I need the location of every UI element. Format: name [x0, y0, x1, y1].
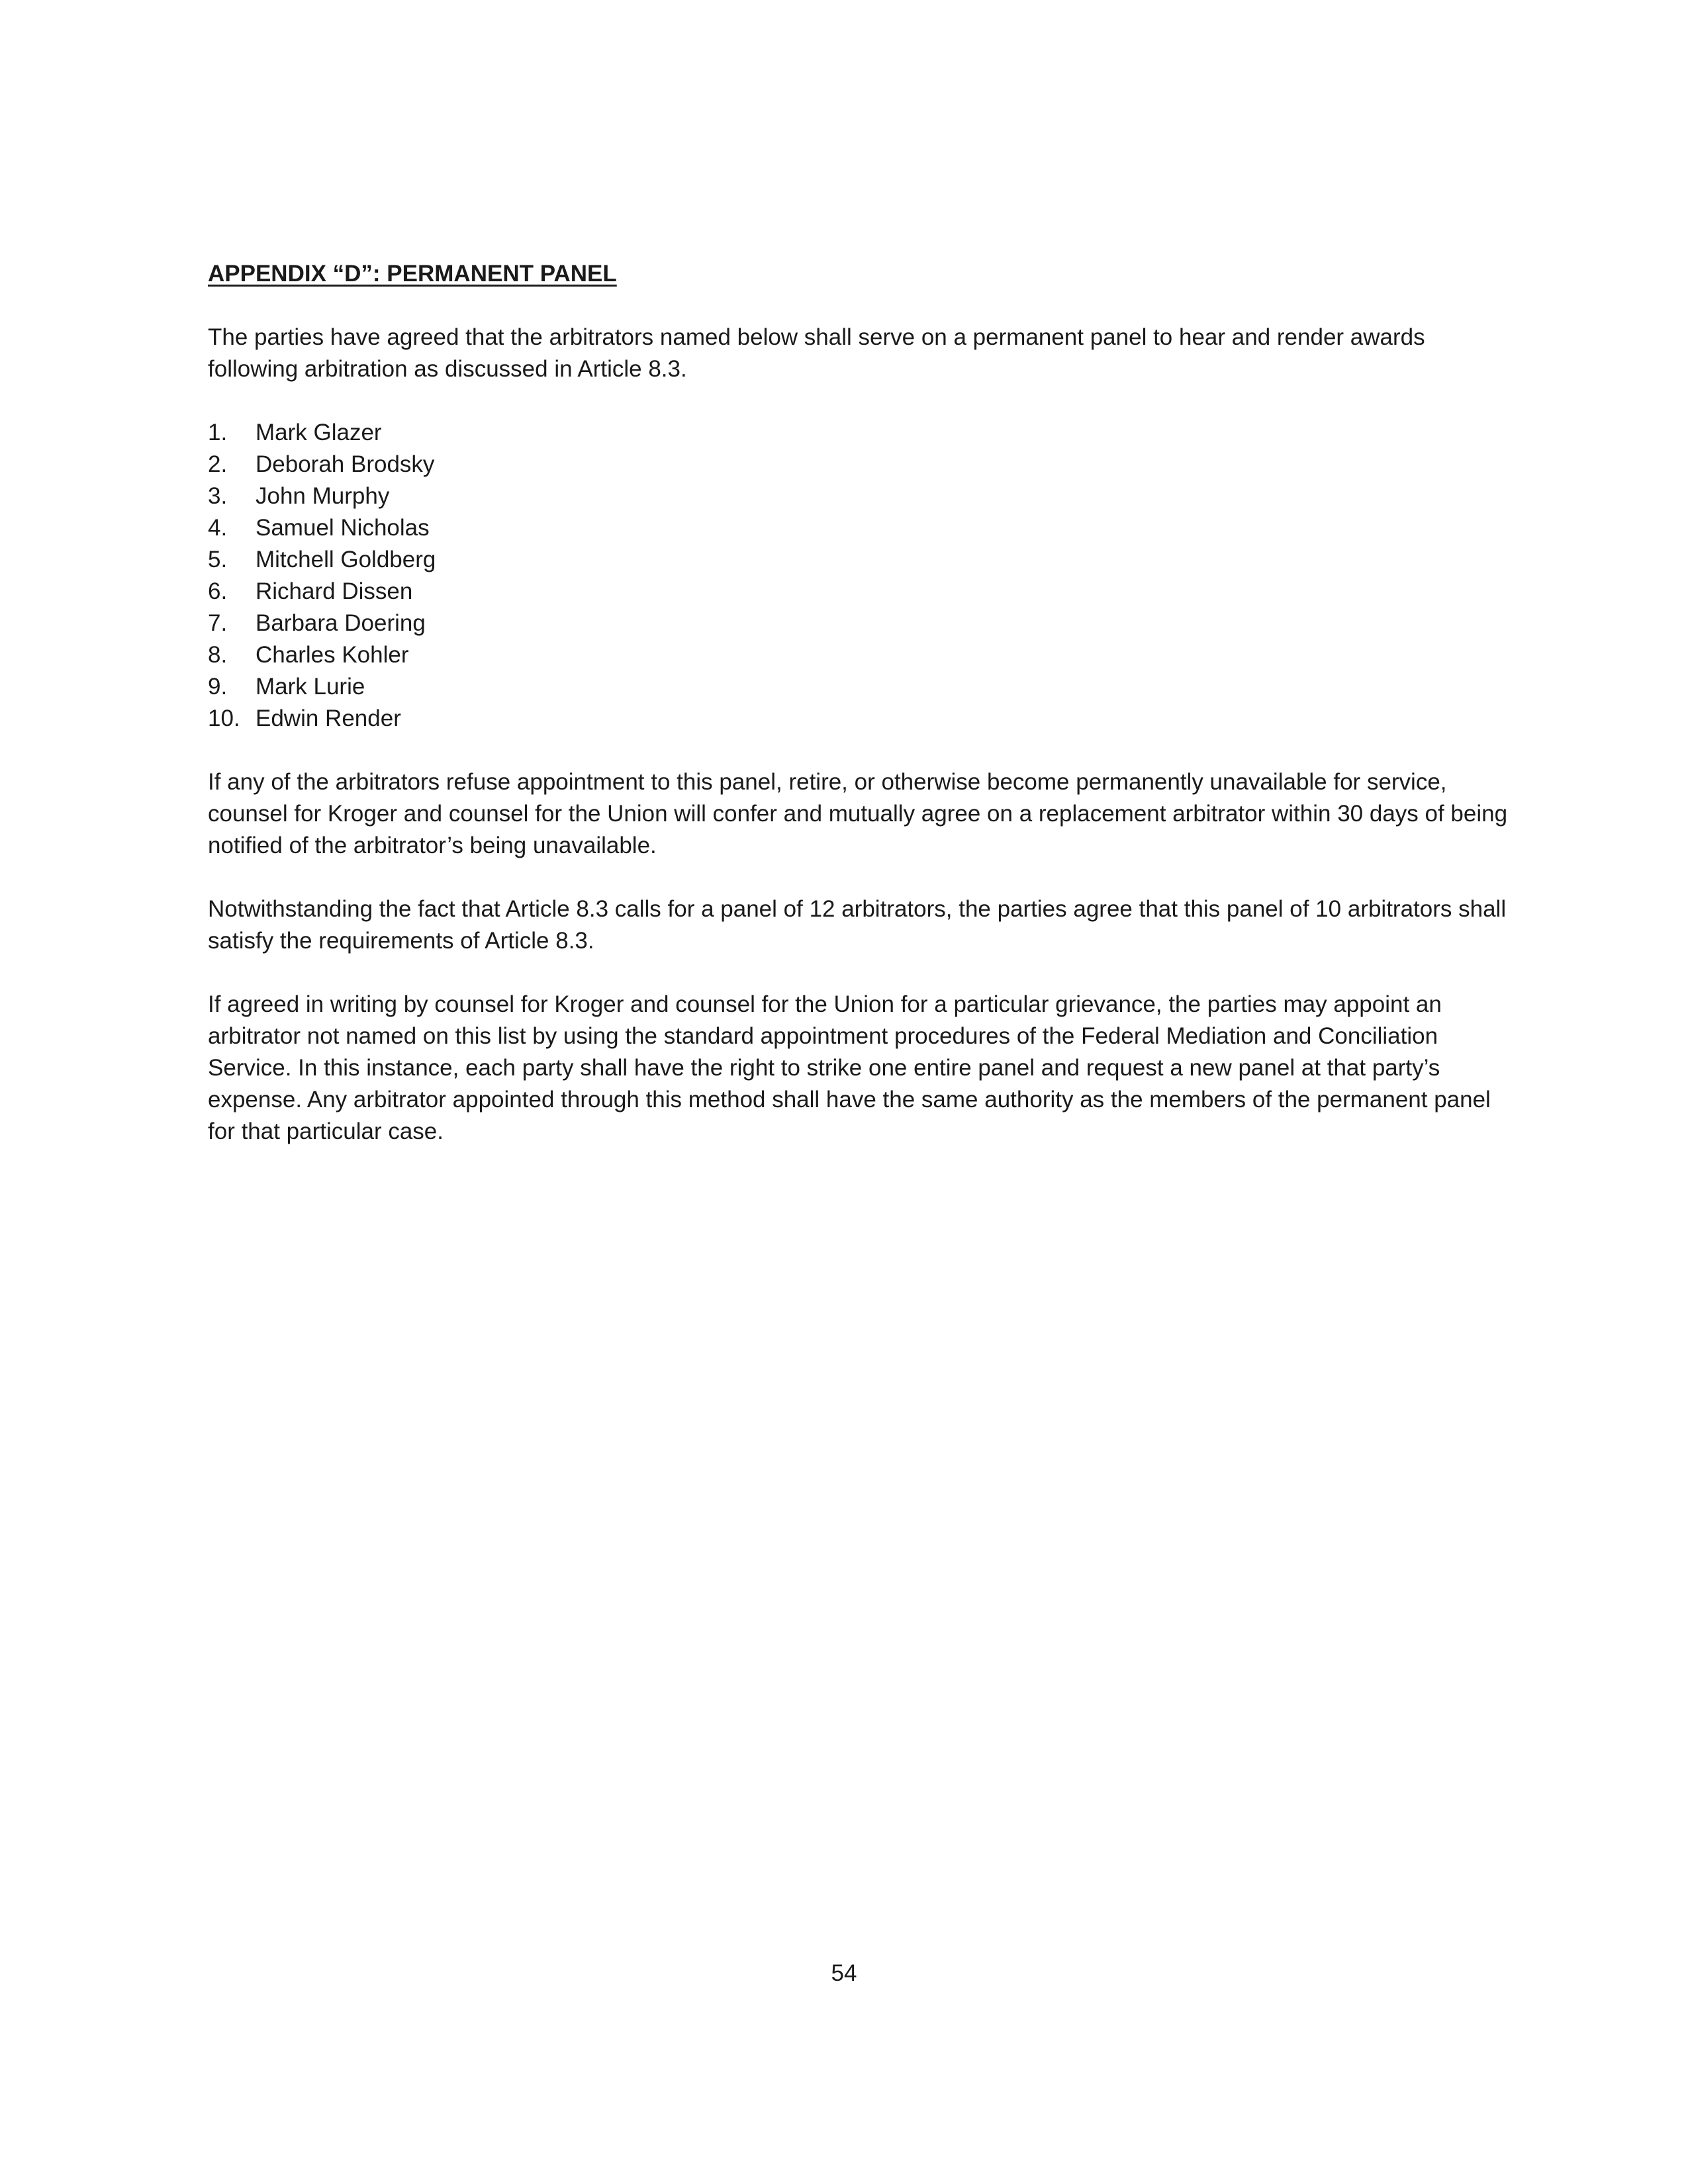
list-item	[208, 417, 1519, 449]
list-item	[208, 544, 1519, 576]
page-content	[208, 258, 1519, 1148]
notwithstanding-paragraph: Notwithstanding the fact that Article 8.3 calls for a panel of 12 arbitrators, the parties agree that this panel of 10 arbitrators shall satisfy the requirements of Article 8.3.	[208, 896, 1507, 954]
list-item	[208, 639, 1519, 671]
list-item	[208, 480, 1519, 512]
list-item	[208, 608, 1519, 639]
list-item-number: 3.	[208, 483, 228, 509]
page-number: 54	[831, 1960, 857, 1986]
list-item-number: 2.	[208, 451, 228, 477]
list-item-name: Deborah Brodsky	[256, 451, 435, 477]
appendix-heading: APPENDIX “D”: PERMANENT PANEL	[208, 261, 617, 287]
list-item-number: 7.	[208, 610, 228, 636]
list-item-number: 10.	[208, 705, 240, 731]
list-item-number: 8.	[208, 642, 228, 668]
list-item	[208, 703, 1519, 735]
list-item-number: 6.	[208, 578, 228, 604]
list-item	[208, 671, 1519, 703]
intro-paragraph: The parties have agreed that the arbitrators named below shall serve on a permanent panel to hear and render awards following arbitration as discussed in Article 8.3.	[208, 324, 1425, 382]
list-item-number: 9.	[208, 674, 228, 700]
appointment-paragraph: If agreed in writing by counsel for Kroger and counsel for the Union for a particular grievance, the parties may appoint an arbitrator not named on this list by using the standard appointment procedures of the Federal Mediation and Conciliation Service. In this instance, each party shall have the right to strike one entire panel and request a new panel at that party’s expense. Any arbitrator appointed through this method shall have the same authority as the members of the permanent panel for that particular case.	[208, 991, 1491, 1144]
list-item-name: Samuel Nicholas	[256, 515, 430, 541]
list-item	[208, 576, 1519, 608]
list-item-name: Charles Kohler	[256, 642, 409, 668]
list-item-name: Barbara Doering	[256, 610, 426, 636]
arbitrator-list	[208, 417, 1519, 735]
list-item-name: Edwin Render	[256, 705, 401, 731]
list-item-name: Mark Lurie	[256, 674, 365, 700]
list-item-number: 4.	[208, 515, 228, 541]
list-item-name: Mitchell Goldberg	[256, 547, 436, 572]
list-item-number: 5.	[208, 547, 228, 572]
list-item-number: 1.	[208, 420, 228, 445]
list-item-name: Richard Dissen	[256, 578, 413, 604]
replacement-paragraph: If any of the arbitrators refuse appointment to this panel, retire, or otherwise become permanently unavailable for service, counsel for Kroger and counsel for the Union will confer and mutually agree on a replacement arbitrator within 30 days of being notified of the arbitrator’s being unavailable.	[208, 769, 1508, 858]
list-item-name: John Murphy	[256, 483, 390, 509]
list-item	[208, 449, 1519, 480]
list-item-name: Mark Glazer	[256, 420, 382, 445]
list-item	[208, 512, 1519, 544]
